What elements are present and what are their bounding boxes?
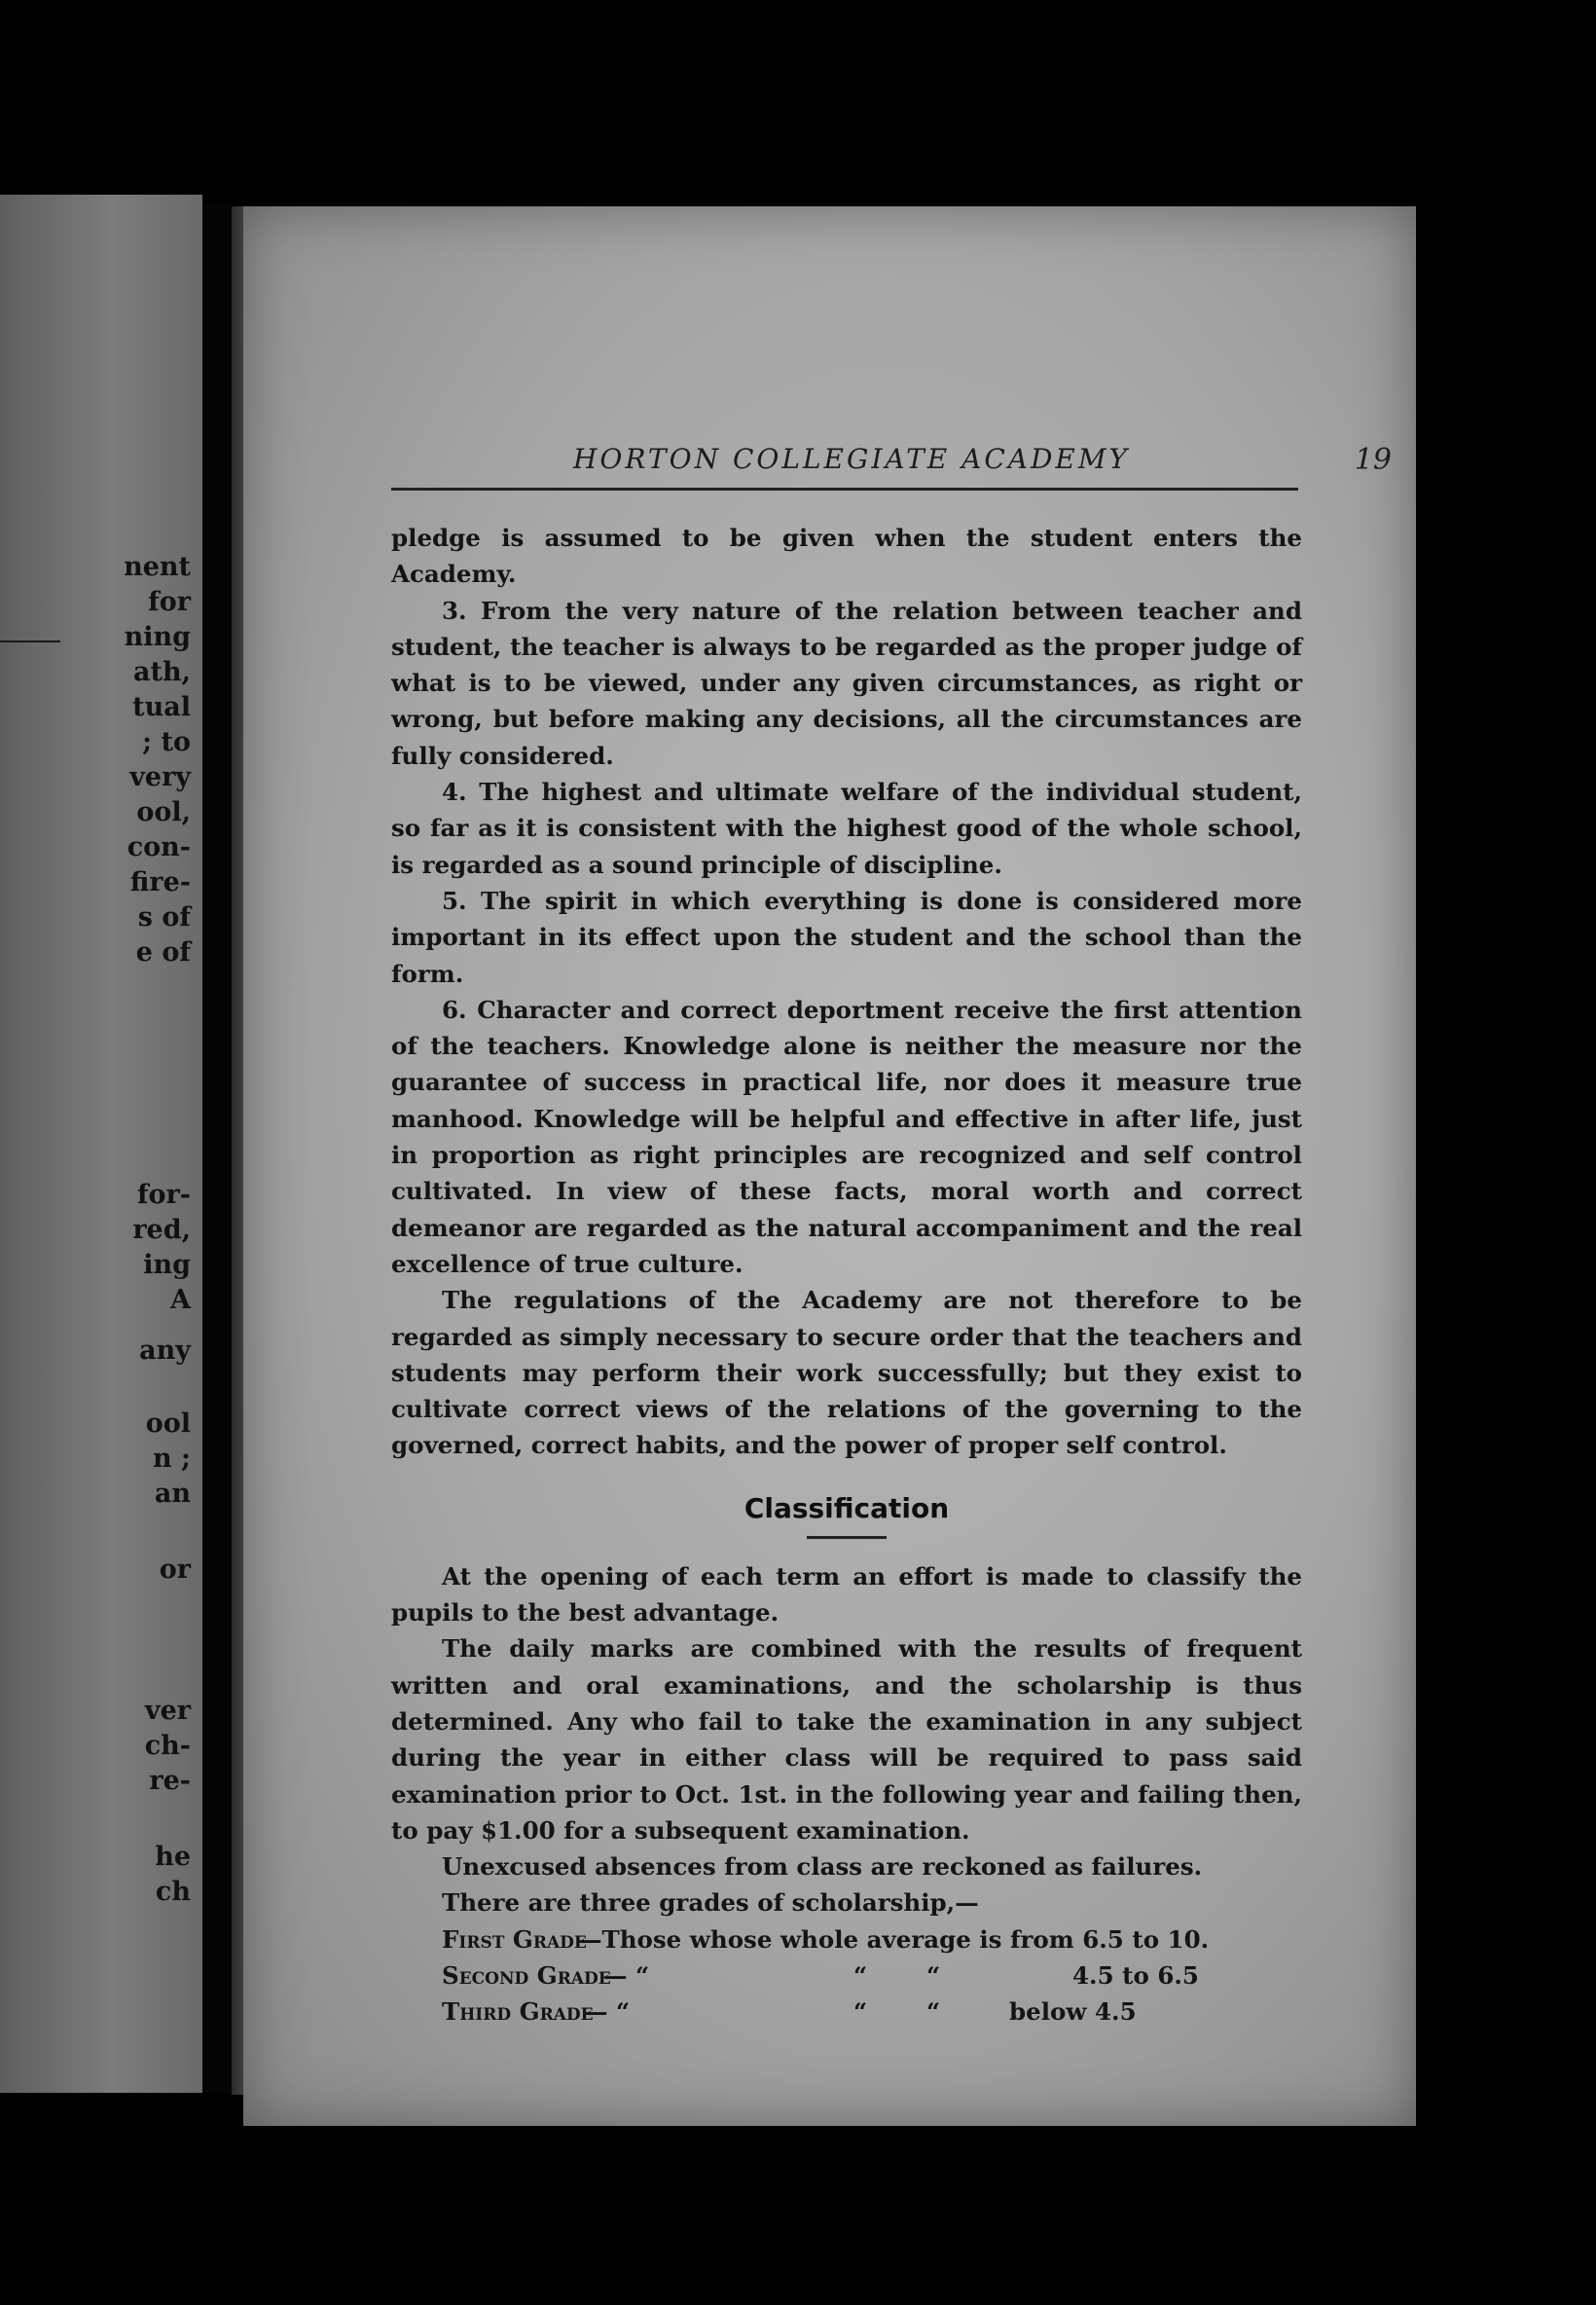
left-fragment: for [148,587,191,617]
paragraph: 5. The spirit in which everything is done is considered more important in its effect upon the student and the school than the form. [391,886,1302,988]
ditto-mark: “ [926,1997,941,2027]
grade-description: —Those whose whole average is from 6.5 to 10. [578,1924,1210,1954]
ditto-mark: — “ [584,1997,631,2027]
left-fragment: n ; [153,1444,191,1474]
left-fragment: for- [136,1180,191,1210]
left-fragment: ch- [144,1731,191,1761]
paragraph: 4. The highest and ultimate welfare of the individual student, so far as it is consistent with the highest good of the whole school, is regarded as a sound principle of discipline. [391,778,1302,879]
section-heading: Classification [744,1491,950,1524]
left-fragment: ath, [133,657,191,687]
left-fragment: red, [132,1215,191,1245]
page-number: 19 [1354,443,1392,477]
left-fragment: he [155,1842,191,1872]
left-fragment: nent [124,552,191,582]
ditto-mark: “ [853,1960,868,1990]
left-fragment: ver [144,1696,191,1726]
section-heading-rule [807,1536,887,1539]
left-fragment: ; to [142,727,191,757]
grade-range: below 4.5 [1009,1997,1137,2027]
left-fragment: ool [145,1409,191,1439]
left-fragment: ool, [136,797,191,827]
grades-list [391,1921,1302,2031]
body-text [391,520,1302,2031]
grade-row-third [391,1994,1302,2030]
left-fragment: an [154,1479,191,1509]
paragraph: pledge is assumed to be given when the student enters the Academy. [391,524,1302,589]
paragraph: 3. From the very nature of the relation between teacher and student, the teacher is always to be regarded as the proper judge of what is to be viewed, under any given circumstances, as right or wrong, but before making any decisions, all the circumstances are fully considered. [391,596,1302,770]
ditto-mark: “ [926,1960,941,1990]
grade-name: First Grade [442,1924,587,1954]
running-head-title: HORTON COLLEGIATE ACADEMY [572,443,1131,475]
left-fragment: ing [143,1250,191,1280]
left-fragment: re- [149,1766,191,1796]
left-fragment: ning [124,622,191,652]
paragraph: At the opening of each term an effort is made to classify the pupils to the best advantage. [391,1561,1302,1628]
binding-gutter [202,204,232,2093]
paragraph: The regulations of the Academy are not therefore to be regarded as simply necessary to secure order that the teachers and students may perform their work successfully; but they exist to cultivate correct views of the relations of the governing to the governed, correct habits, and the power of proper self control. [391,1286,1302,1460]
running-head [389,443,1401,482]
left-fragment: s of [137,902,191,933]
book-page [243,206,1416,2126]
paragraph: 6. Character and correct deportment receive the first attention of the teachers. Knowledge alone is neither the measure nor the guarantee of success in practical life, nor does it measure true manhood. Knowledge will be helpful and effective in after life, just in proportion as right principles are recognized and self control cultivated. In view of these facts, moral worth and correct demeanor are regarded as the natural accompaniment and the real excellence of true culture. [391,995,1302,1278]
left-fragment: con- [127,832,191,862]
left-fragment: ch [155,1877,191,1907]
left-fragment: e of [135,937,191,968]
ditto-mark: — “ [603,1960,650,1990]
left-fragment: any [139,1335,191,1366]
grade-row-second [391,1957,1302,1994]
ditto-mark: “ [853,1997,868,2027]
grade-range: 4.5 to 6.5 [1072,1960,1199,1990]
grade-name: Second Grade [442,1960,611,1990]
scan-background [0,2126,1596,2305]
grade-row-first [391,1921,1302,1957]
left-fragment: fire- [129,867,191,897]
left-page-fragment [0,195,202,2093]
left-fragment: very [129,762,191,792]
paragraph: The daily marks are combined with the results of frequent written and oral examinations, and the scholarship is thus determined. Any who fail to take the examination in any subject during the year in either class will be required to pass said examination prior to Oct. 1st. in the following year and failing then, to pay $1.00 for a subsequent examination. [391,1634,1302,1845]
left-fragment: or [159,1555,191,1585]
left-page-rule [0,640,60,642]
left-fragment: A [170,1285,191,1315]
paragraph: Unexcused absences from class are reckoned as failures. [442,1852,1203,1882]
grade-name: Third Grade [442,1997,594,2027]
paragraph: There are three grades of scholarship,— [442,1888,979,1918]
left-fragment: tual [132,692,191,722]
header-rule [391,488,1298,491]
